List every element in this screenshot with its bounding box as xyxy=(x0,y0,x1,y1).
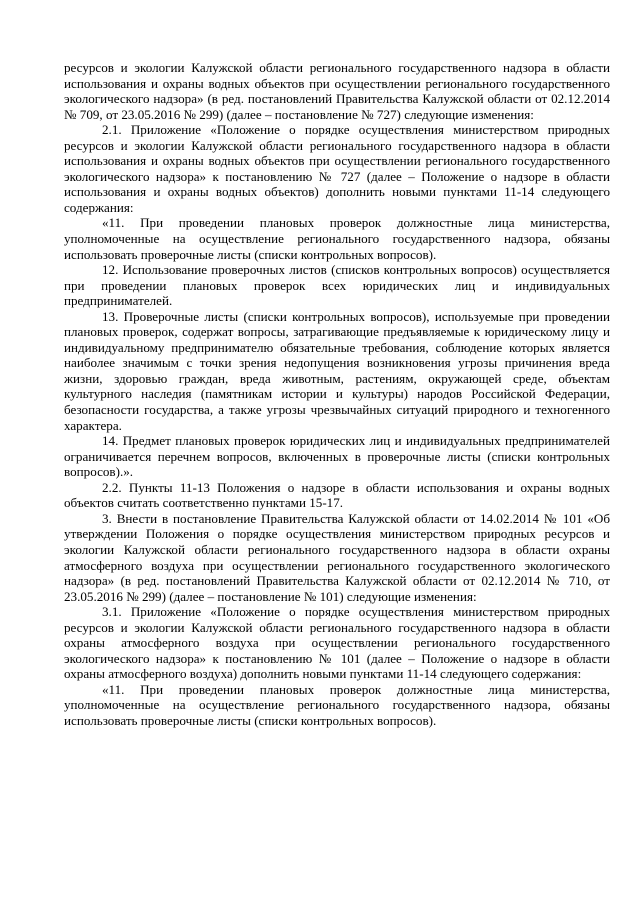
paragraph-3-1: 3.1. Приложение «Положение о порядке осуществления министерством природных ресурсов и экологии Калужской области регионального государственного надзора в области охраны атмосферного воздуха при осуществлении регионального государственного экологического надзора» к постановлению № 101 (далее – Положение о надзоре в области охраны атмосферного воздуха) дополнить новыми пунктами 11-14 следующего содержания: xyxy=(64,604,610,682)
paragraph-3: 3. Внести в постановление Правительства Калужской области от 14.02.2014 № 101 «Об утверждении Положения о порядке осуществления министерством природных ресурсов и экологии Калужской области регионального государственного надзора в области охраны атмосферного воздуха при осуществлении регионального государственного экологического надзора» (в ред. постановлений Правительства Калужской области от 02.12.2014 № 710, от 23.05.2016 № 299) (далее – постановление № 101) следующие изменения: xyxy=(64,510,610,604)
paragraph-2-1: 2.1. Приложение «Положение о порядке осуществления министерством природных ресурсов и экологии Калужской области регионального государственного надзора в области использования и охраны водных объектов при осуществлении регионального государственного экологического надзора» к постановлению № 727 (далее – Положение о надзоре в области использования и охраны водных объектов) дополнить новыми пунктами 11-14 следующего содержания: xyxy=(64,122,610,215)
paragraph-item-13: 13. Проверочные листы (списки контрольных вопросов), используемые при проведении плановых проверок, содержат вопросы, затрагивающие предъявляемые к юридическому лицу и индивидуальному предпринимателю обязательные требования, соблюдение которых является наиболее значимым с точки зрения недопущения возникновения угрозы причинения вреда жизни, здоровью граждан, вреда животным, растениям, окружающей среде, объектам культурного наследия (памятникам истории и культуры) народов Российской Федерации, безопасности государства, а также угрозы чрезвычайных ситуаций природного и техногенного характера. xyxy=(64,308,610,433)
document-body xyxy=(64,60,610,729)
paragraph-item-11: «11. При проведении плановых проверок должностные лица министерства, уполномоченные на осуществление регионального государственного надзора, обязаны использовать проверочные листы (списки контрольных вопросов). xyxy=(64,215,610,262)
paragraph-item-11-second: «11. При проведении плановых проверок должностные лица министерства, уполномоченные на осуществление регионального государственного надзора, обязаны использовать проверочные листы (списки контрольных вопросов). xyxy=(64,681,610,728)
paragraph-item-14: 14. Предмет плановых проверок юридических лиц и индивидуальных предпринимателей ограничивается перечнем вопросов, включенных в проверочные листы (списки контрольных вопросов).». xyxy=(64,433,610,480)
paragraph-continuation: ресурсов и экологии Калужской области регионального государственного надзора в области использования и охраны водных объектов при осуществлении регионального государственного экологического надзора» (в ред. постановлений Правительства Калужской области от 02.12.2014 № 709, от 23.05.2016 № 299) (далее – постановление № 727) следующие изменения: xyxy=(64,60,610,122)
paragraph-2-2: 2.2. Пункты 11-13 Положения о надзоре в области использования и охраны водных объектов считать соответственно пунктами 15-17. xyxy=(64,479,610,511)
paragraph-item-12: 12. Использование проверочных листов (списков контрольных вопросов) осуществляется при проведении плановых проверок всех юридических лиц и индивидуальных предпринимателей. xyxy=(64,262,610,309)
